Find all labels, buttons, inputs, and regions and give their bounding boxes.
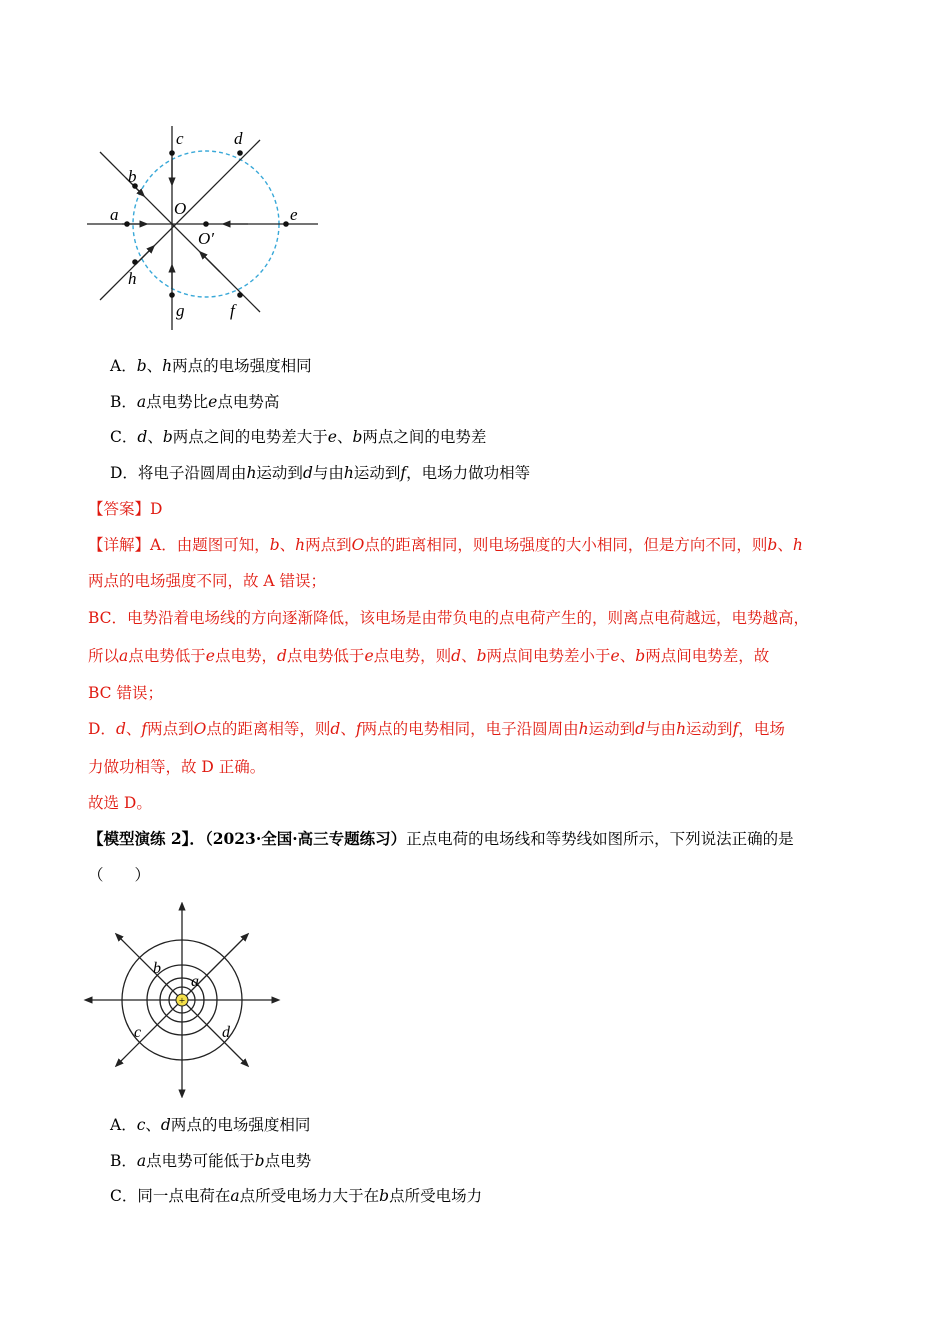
label-c: c xyxy=(176,129,184,148)
q2-option-a: A．c、d两点的电场强度相同 xyxy=(110,1116,311,1134)
fig2-label-b: b xyxy=(153,960,161,977)
detail-line-8: 故选 D。 xyxy=(88,794,152,812)
detail-line-5: BC 错误； xyxy=(88,684,163,702)
fig2-label-c: c xyxy=(134,1024,142,1041)
label-e: e xyxy=(290,205,298,224)
detail-line-3: BC．电势沿着电场线的方向逐渐降低，该电场是由带负电的点电荷产生的，则离点电荷越远，电势越高， xyxy=(88,609,810,627)
q1-option-a: A．b、h两点的电场强度相同 xyxy=(110,357,312,375)
detail-line-2: 两点的电场强度不同，故 A 错误； xyxy=(88,572,327,590)
label-f: f xyxy=(230,301,235,320)
label-a: a xyxy=(110,205,119,224)
label-b: b xyxy=(128,167,137,186)
label-g: g xyxy=(176,301,185,320)
answer-line: 【答案】D xyxy=(88,500,163,518)
fig2-label-a: a xyxy=(191,973,199,990)
label-d: d xyxy=(234,129,243,148)
figure-point-charge-field xyxy=(82,902,282,1098)
figure-electric-field-circle xyxy=(82,122,324,334)
label-O-prime: O′ xyxy=(198,229,214,248)
q1-option-d: D．将电子沿圆周由h运动到d与由h运动到f，电场力做功相等 xyxy=(110,464,531,482)
q2-blank: （ ） xyxy=(88,866,151,884)
detail-line-1: 【详解】A．由题图可知，b、h两点到O点的距离相同，则电场强度的大小相同，但是方向不同，则b、h xyxy=(88,536,803,554)
detail-line-4: 所以a点电势低于e点电势，d点电势低于e点电势，则d、b两点间电势差小于e、b两点间电势差，故 xyxy=(88,647,770,665)
q2-option-c: C．同一点电荷在a点所受电场力大于在b点所受电场力 xyxy=(110,1187,483,1205)
q1-option-c: C．d、b两点之间的电势差大于e、b两点之间的电势差 xyxy=(110,428,487,446)
detail-line-6: D．d、f两点到O点的距离相等，则d、f两点的电势相同，电子沿圆周由h运动到d与由h运动到f，电场 xyxy=(88,720,785,738)
q2-option-b: B．a点电势可能低于b点电势 xyxy=(110,1152,312,1170)
charge-sign: + xyxy=(178,995,186,1007)
label-h: h xyxy=(128,269,137,288)
q2-header: 【模型演练 2】．（2023·全国·高三专题练习）正点电荷的电场线和等势线如图所示，下列说法正确的是 xyxy=(88,829,794,848)
label-O: O xyxy=(174,199,187,218)
q1-option-b: B．a点电势比e点电势高 xyxy=(110,393,280,411)
fig2-label-d: d xyxy=(222,1024,230,1041)
detail-line-7: 力做功相等，故 D 正确。 xyxy=(88,758,266,776)
